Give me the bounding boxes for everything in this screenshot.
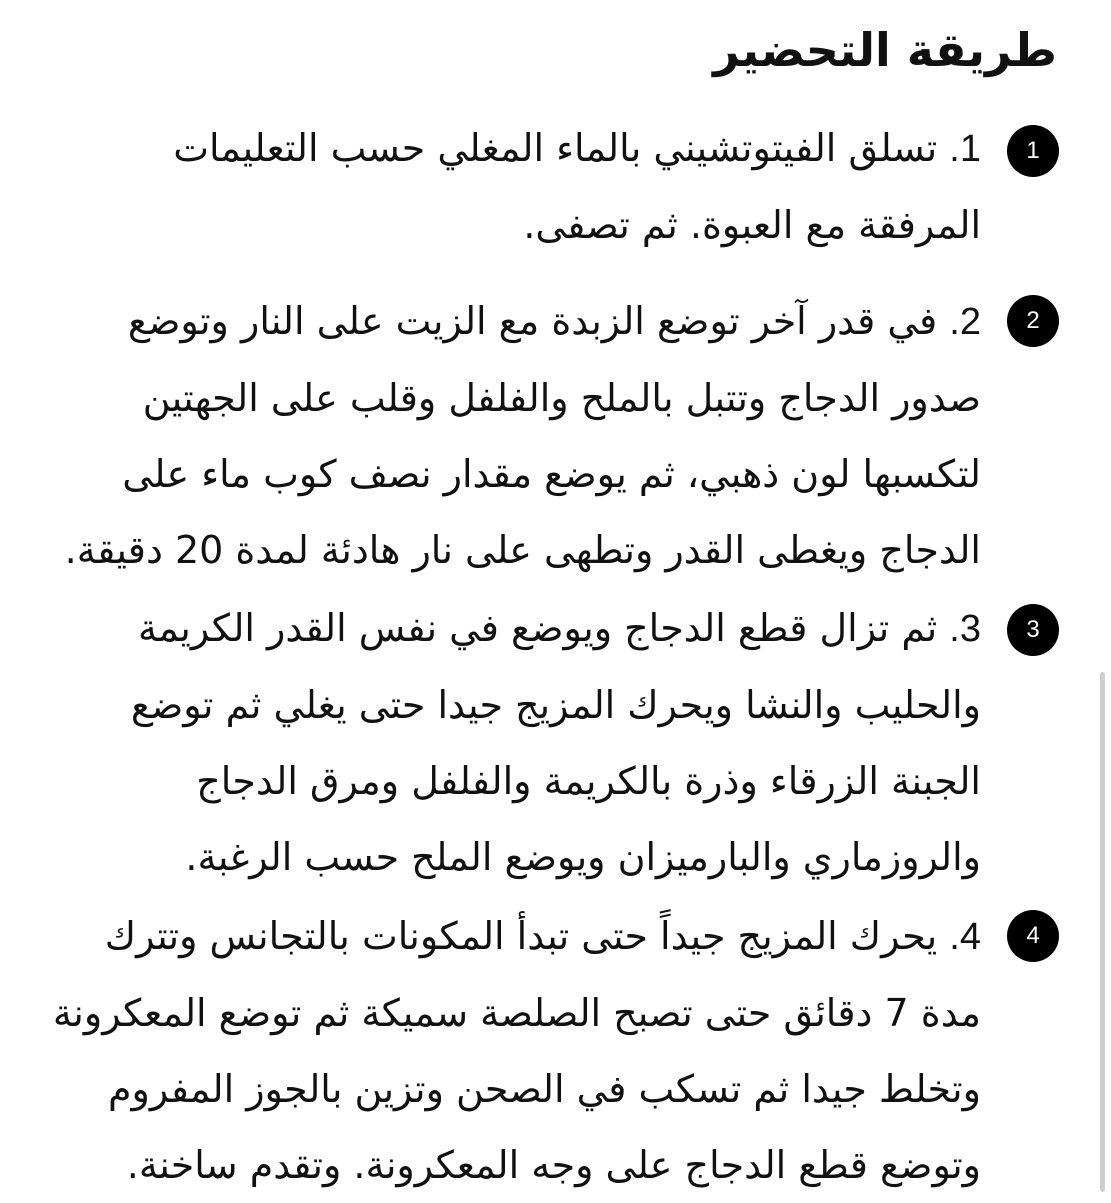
step-text: [51, 110, 981, 263]
step-text: [51, 283, 981, 588]
step-3: [0, 590, 1111, 880]
step-number-badge: 4: [1007, 910, 1059, 962]
step-number: 4.: [949, 916, 981, 958]
step-text: [51, 590, 981, 895]
step-number: 2.: [949, 301, 981, 343]
step-content: في قدر آخر توضع الزبدة مع الزيت على النار وتوضع صدور الدجاج وتتبل بالملح والفلفل وقلب على الجهتين لتكسبها لون ذهبي، ثم يوضع مقدار نصف كوب ماء على الدجاج ويغطى القدر وتطهى على نار هادئة لمدة 20 دقيقة.: [64, 299, 981, 572]
scrollbar[interactable]: [1100, 672, 1105, 1192]
step-content: يحرك المزيج جيداً حتى تبدأ المكونات بالتجانس وتترك مدة 7 دقائق حتى تصبح الصلصة سميكة ثم توضع المعكرونة وتخلط جيدا ثم تسكب في الصحن وتزين بالجوز المفروم وتوضع قطع الدجاج على وجه المعكرونة. وتقدم ساخنة.: [52, 914, 981, 1187]
step-number-badge: 3: [1007, 604, 1059, 656]
step-2: [0, 285, 1111, 575]
step-text: [51, 898, 981, 1203]
step-number-badge: 1: [1007, 125, 1059, 177]
page-title: طريقة التحضير: [713, 23, 1057, 77]
step-content: تسلق الفيتوتشيني بالماء المغلي حسب التعليمات المرفقة مع العبوة. ثم تصفى.: [173, 126, 981, 247]
step-number: 1.: [949, 128, 981, 170]
step-content: ثم تزال قطع الدجاج ويوضع في نفس القدر الكريمة والحليب والنشا ويحرك المزيج جيدا حتى يغلي ثم توضع الجبنة الزرقاء وذرة بالكريمة والفلفل ومرق الدجاج والروزماري والبارميزان ويوضع الملح حسب الرغبة.: [130, 606, 981, 879]
step-4: [0, 898, 1111, 1188]
step-number: 3.: [949, 608, 981, 650]
step-number-badge: 2: [1007, 295, 1059, 347]
